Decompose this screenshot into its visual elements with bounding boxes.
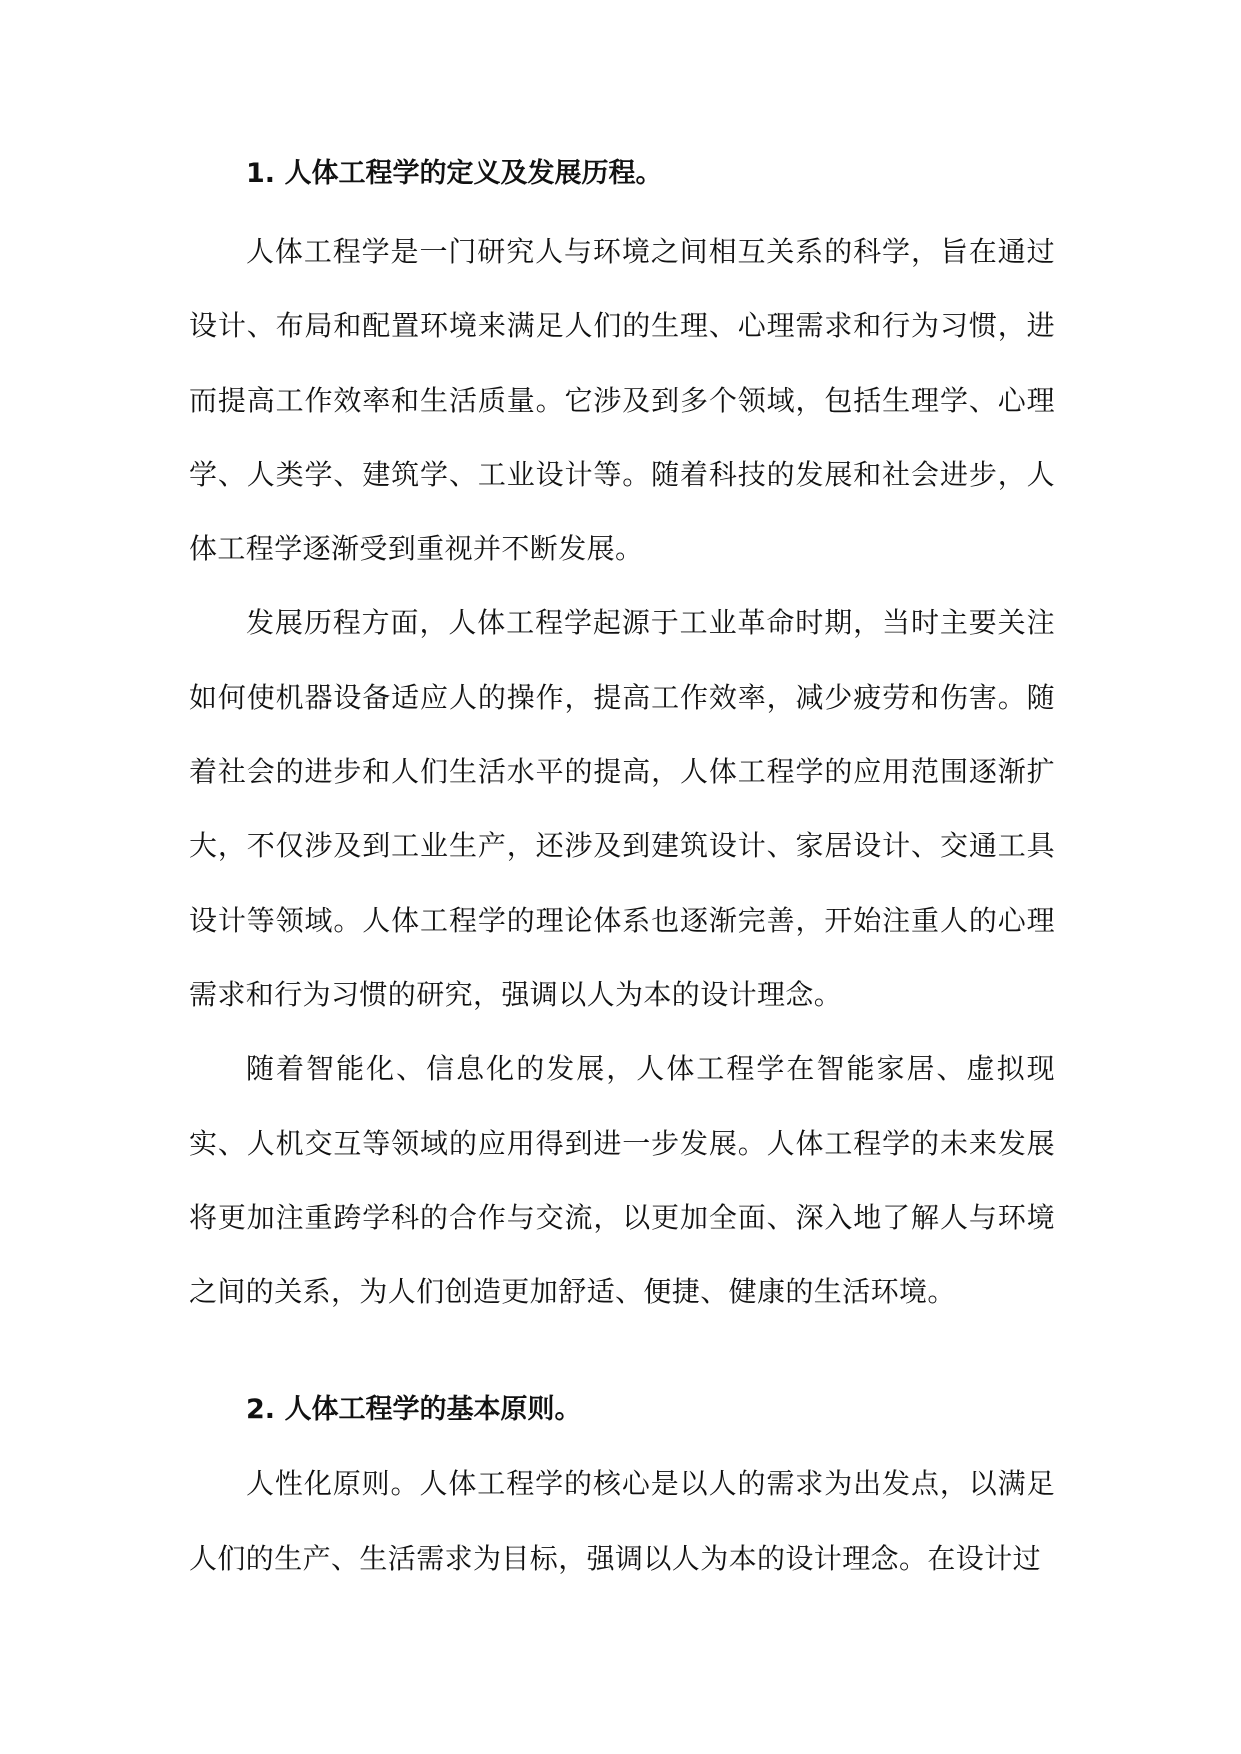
section-2-paragraph-1: 人性化原则。人体工程学的核心是以人的需求为出发点，以满足人们的生产、生活需求为目标，强调以人为本的设计理念。在设计过 [189, 1467, 1055, 1575]
section-2-heading: 2. 人体工程学的基本原则。 [246, 1394, 582, 1426]
section-1-paragraph-3: 随着智能化、信息化的发展，人体工程学在智能家居、虚拟现实、人机交互等领域的应用得到进一步发展。人体工程学的未来发展将更加注重跨学科的合作与交流，以更加全面、深入地了解人与环境之间的关系，为人们创造更加舒适、便捷、健康的生活环境。 [189, 1052, 1055, 1309]
section-spacer [189, 1329, 1055, 1373]
section-1-paragraph-1: 人体工程学是一门研究人与环境之间相互关系的科学，旨在通过设计、布局和配置环境来满足人们的生理、心理需求和行为习惯，进而提高工作效率和生活质量。它涉及到多个领域，包括生理学、心理学、人类学、建筑学、工业设计等。随着科技的发展和社会进步，人体工程学逐渐受到重视并不断发展。 [189, 235, 1055, 566]
section-1-heading: 1. 人体工程学的定义及发展历程。 [246, 158, 663, 189]
section-1-paragraph-2: 发展历程方面，人体工程学起源于工业革命时期，当时主要关注如何使机器设备适应人的操作，提高工作效率，减少疲劳和伤害。随着社会的进步和人们生活水平的提高，人体工程学的应用范围逐渐扩大，不仅涉及到工业生产，还涉及到建筑设计、家居设计、交通工具设计等领域。人体工程学的理论体系也逐渐完善，开始注重人的心理需求和行为习惯的研究，强调以人为本的设计理念。 [189, 606, 1055, 1011]
document-body [189, 137, 1055, 1596]
